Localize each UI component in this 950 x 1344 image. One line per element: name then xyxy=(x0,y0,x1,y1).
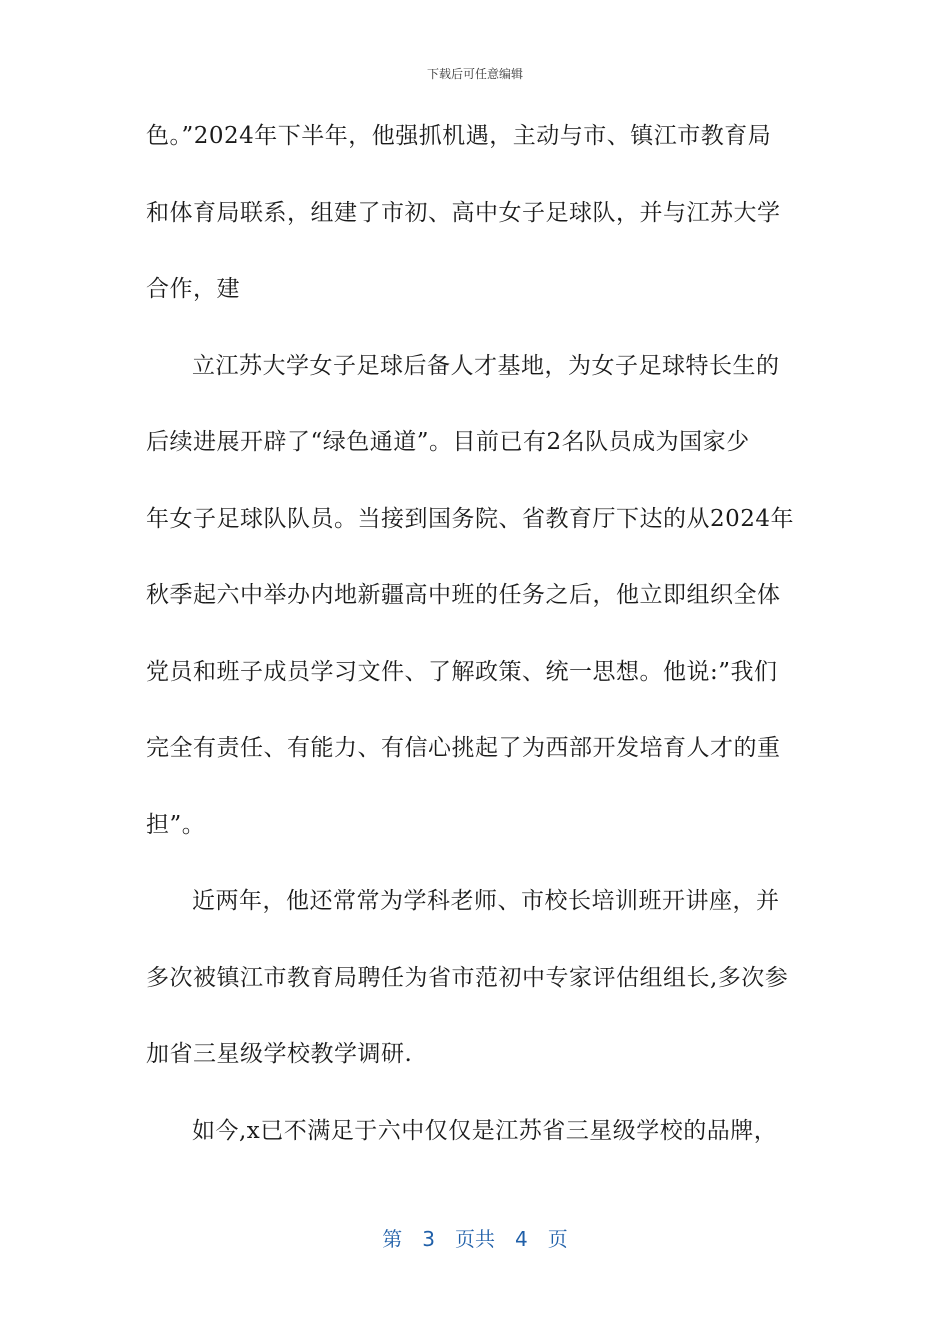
body-line: 担”。 xyxy=(146,811,206,838)
body-line: 多次被镇江市教育局聘任为省市范初中专家评估组组长,多次参 xyxy=(146,964,789,991)
page-footer xyxy=(0,1225,950,1253)
body-line: 加省三星级学校教学调研. xyxy=(146,1041,413,1067)
page-header-note: 下载后可任意编辑 xyxy=(426,67,523,81)
body-line: 近两年，他还常常为学科老师、市校长培训班开讲座，并 xyxy=(192,888,780,914)
body-line: 完全有责任、有能力、有信心挑起了为西部开发培育人才的重 xyxy=(146,735,781,761)
body-line: 和体育局联系，组建了市初、高中女子足球队，并与江苏大学 xyxy=(146,199,781,226)
body-line: 立江苏大学女子足球后备人才基地，为女子足球特长生的 xyxy=(192,352,780,379)
body-line: 年女子足球队队员。当接到国务院、省教育厅下达的从2024年 xyxy=(146,505,795,532)
footer-prefix: 第 xyxy=(382,1227,403,1251)
footer-current-page: 3 xyxy=(422,1227,435,1251)
body-line: 色。”2024年下半年，他强抓机遇，主动与市、镇江市教育局 xyxy=(146,123,772,149)
footer-middle: 页共 xyxy=(455,1227,495,1251)
body-line: 党员和班子成员学习文件、了解政策、统一思想。他说:”我们 xyxy=(146,658,778,685)
body-line: 合作，建 xyxy=(146,276,240,302)
footer-total-pages: 4 xyxy=(515,1227,528,1251)
body-line: 如今,x已不满足于六中仅仅是江苏省三星级学校的品牌， xyxy=(192,1117,778,1144)
document-body xyxy=(146,120,806,1191)
body-line: 秋季起六中举办内地新疆高中班的任务之后，他立即组织全体 xyxy=(146,582,781,608)
footer-suffix: 页 xyxy=(547,1227,568,1251)
body-line: 后续进展开辟了“绿色通道”。目前已有2名队员成为国家少 xyxy=(146,429,750,455)
